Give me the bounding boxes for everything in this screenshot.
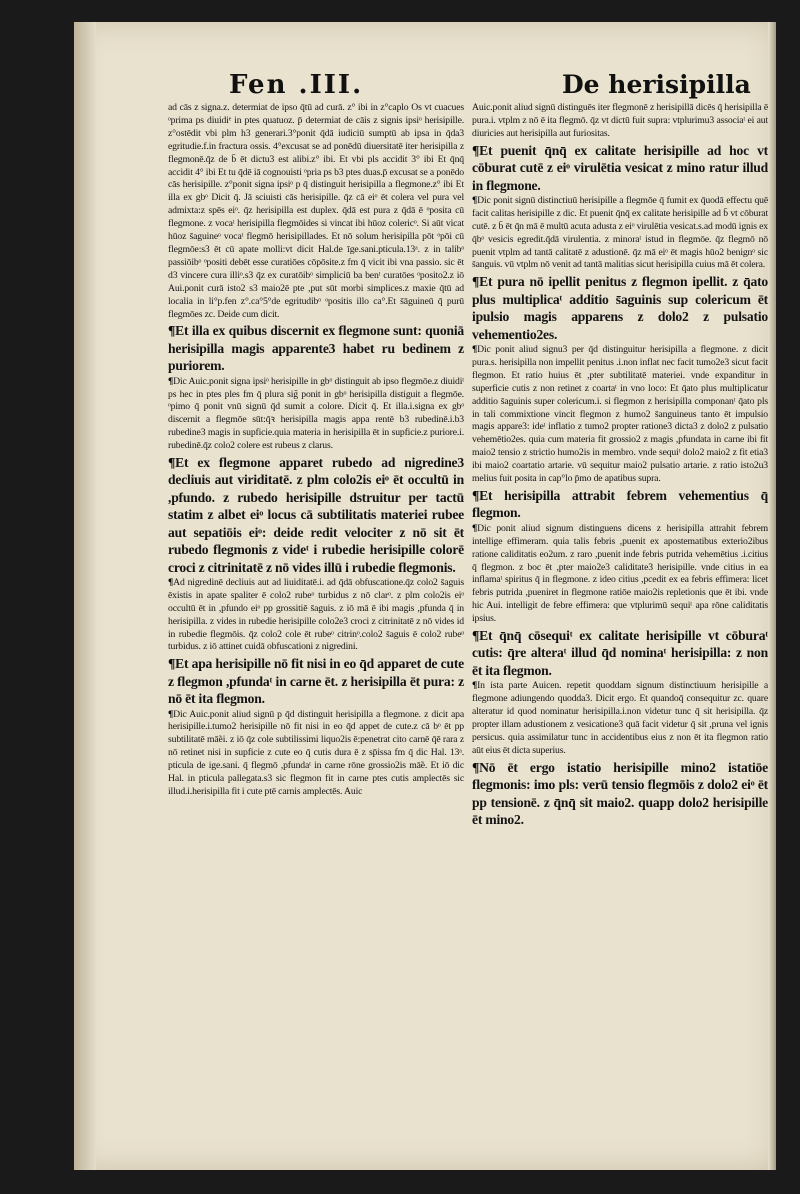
left-paragraph-7: ¶Dic Auic.ponit aliud signū p q̄d distinguit herisipilla a flegmone. z dicit apa herisipille.i.tumo2 herisipille nō fit nisi in eo q̄d appet de cute.z cā bᵒ ēt pp subtilitatē mā̃ei. z iō q̄z cole subtilissimi liquo2is ē:penetrat cito carnē q̄ē rara z nō retinet nisi in supficie z cute eo q̄ cutis dura ē z sp̄issa fm q̄ dic Hal. 13ᵃ. pticula de ige.sani. q̄ flegmō ,pfundaᵗ in carne rōne grossio2is mā̃e. Et iō dic Hal. in pticula pallegata.s3 sic flegmon fit in carne ptes cutis amplectēs sic illud.i.herisipilla fit i cute ptē carnis amplectēs. Auic [168, 708, 464, 797]
right-paragraph-10: ¶Nō ēt ergo istatio herisipille mino2 istatiōe flegmonis: imo pls: verū tensio flegmōis z dolo2 eiᵒ ēt pp tensionē. z q̄nq̄ sit maio2. quapp dolo2 herisipille ēt mino2. [472, 759, 768, 827]
paragraph-mark-icon: ¶ [168, 323, 176, 339]
paragraph-mark-icon: ¶ [472, 142, 480, 158]
paragraph-mark-icon: ¶ [472, 344, 478, 355]
right-paragraph-4: ¶Et pura nō ipellit penitus z flegmon ipellit. z q̄ato plus multiplicaᵗ additio s̄aguinis sup colericum ēt ipulsio magis apparens z dolo2 z pulsatio vehementio2es. [472, 274, 768, 342]
paragraph-mark-icon: ¶ [168, 656, 176, 672]
paragraph-mark-icon: ¶ [472, 522, 478, 534]
paragraph-mark-icon: ¶ [472, 680, 478, 692]
paragraph-mark-icon: ¶ [472, 487, 480, 503]
left-paragraph-1: ad cās z signa.z. determiat de ipso q̄tū ad curā. z° ibi in z°caplo Os vt cuacues ᵒprima ps diuidiᵉ in ptes quatuoz. p̄ determiat de cāis z signis ipsiᵒ herisipille. z°ostēdit vbi plm h3 generari.3°ponit q̄dā iudiciū sumptū ab ipsa in q̄da3 egritudie.f.in fractura ossis. 4°excusat se ad ponēdū diuersitatē iter herisipilla z flegmonē.q̄z de b̄ ēt dictu3 est alibi.z° ibi. Et vbi pls accidit 3° ibi Et q̄nq̄ accidit 4° ibi Et tu q̄dē iā cognouisti ᵒpria ps b3 ptes duas.p̄ excusat se a ponēdo cās herisipille. z°ponit signa ipsiᵒ p q̄ distinguit herisipilla a flegmone.z° ibi Et illa ex gbᵒ Dicit q̄. Jā sciuisti cās herisipille. q̄z cā eiᵒ ēt colera vel pura vel admixta:z spēs eiᵒ. q̄z herisipilla est duplex. q̄dā est pura z q̄dā ē ᵒposita cū flegmone. z vocaᵗ herisipilla flegmōides si vincat ibi hūoz colericᵒ. Si aūt vicat hūoz s̄aguineᵒ vocaᵗ flegmō herisipillades. Et nō solum herisipilla pōt ᵒpōi cū flegmōe:s3 ēt cū apate molli:vt dicit Hal.de īge.sani.pticula.13ᵃ. z in talibᵒ passiōibᵒ ᵒpositi debēt esse curatiōes cōpōsite.z fm q̄ vicit ibi vna passio. sic ēt d3 vincere cura illiᵒ.s3 q̄z ex curatōibᵒ simpliciū ba benᵗ curatōes ᵒposito2.z iō Aui.ponit curā isto2 s3 maio2ē pte ,put sūt morbi simplices.z maxie q̄tū ad localia in li°p.fen z°.ca°5°de egritudibᵒ ᵒpositis illo ca°.Et s̄āguineū q̄ purū flegmōes zc. Deide cum dicit. [168, 102, 464, 320]
paragraph-mark-icon: ¶ [472, 274, 480, 290]
right-paragraph-2: ¶Et puenit q̄nq̄ ex calitate herisipille ad hoc vt cōburat cutē z eiᵒ virulētia vesicat z mino ratur illud in flegmone. [472, 142, 768, 193]
page [74, 22, 776, 1170]
running-head-right: De herisipilla [562, 70, 751, 99]
right-paragraph-9: ¶In ista parte Auicen. repetit quoddam signum distinctiuum herisipille a flegmone adiungendo quodda3. Dicit ergo. Et quandoq̄ consequitur zc. quare alteratur id quod nominatur herisipilla.i.non videtur tunc q̄ sit herisipilla. q̄z propter illam adustionem z vesicatione3 quā facit videtur q̄ sit ,pruna vel ignis persicus. quia assimilatur tunc in accidentibus eius z non ēt ita flegmon ratio aūt eius ēt dicta superius. [472, 680, 768, 756]
right-paragraph-6: ¶Et herisipilla attrabit febrem vehementius q̄ flegmon. [472, 487, 768, 521]
paragraph-mark-icon: ¶ [472, 628, 480, 644]
paragraph-mark-icon: ¶ [168, 455, 176, 471]
paragraph-mark-icon: ¶ [168, 375, 174, 387]
right-paragraph-7: ¶Dic ponit aliud signum distinguens dicens z herisipilla attrahit febrem intellige effimeram. quia talis febris ,puenit ex apostematibus exterio2ibus ratione caliditatis eo2um. z raro ,puenit inde febris putrida vehemētius .i.citius q̄ flegmon. z boc ēt ,pter maio2e3 caliditate3 herisipille. vnde citius in ea inflamaᵗ spiritus q̄ in flegmone. z ideo citius ,pcedit ex ea febris effimera: licet febris putrida ,pueniret in flegmone ratiōe maio2is repletionis que ēt ibi. vnde hic Aui. intelligit de febre effimera: que vtplurimū sequiᵗ apa rōne caliditatis ipsius. [472, 522, 768, 625]
left-paragraph-5: ¶Ad nigredinē decliuis aut ad liuiditatē.i. ad q̄dā obfuscatione.q̄z colo2 s̄aguis ēxistis in apate spaliter ē colo2 rubeᵒ turbidus z nō clarᵒ. z plm colo2is eiᵒ occultū ēt in ,pfundo eiᵒ pp grossitiē s̄aguis. z iō mā ē ibi magis ,pfunda q̄ in herisipilla. z vides in rubedie herisipille colo2e3 croci z citrinitatē z nō vides id in rubedie flegmōis. q̄z colo2 cole ēt rubeᵒ citrinᵒ.colo2 s̄aguis ē colo2 rubeᵒ turbidus. z iō attinet cuidā obfuscationi z nigredini. [168, 576, 464, 653]
binding-gutter [74, 22, 96, 1170]
left-column [168, 102, 464, 799]
left-paragraph-2: ¶Et illa ex quibus discernit ex flegmone sunt: quoniā herisipilla magis apparente3 habet ru bedinem z puriorem. [168, 323, 464, 374]
page-edge [768, 22, 776, 1170]
right-paragraph-5: ¶Dic ponit aliud signu3 per q̄d distinguitur herisipilla a flegmone. z dicit pura.s. herisipilla non impellit penitus .i.non inflat nec facit tumo2e3 sicut facit flegmon. Et ratio huius ēt ,pter subtilitatē materiei. vnde expanditur in superficie cutis z non retinet z coartaᵗ in vno loco: Et q̄ato plus multiplicatur additio s̄aguinis super colericum.i. si flegmon z herisipilla componanᵗ q̄ato pls in tali commixtione vincit flegmon z humo2 s̄anguineus tanto ēt impulsio magis appare3: ideᵗ inflatio z tumo2 propter ratione3 dicta3 z dolo2 z pulsatio vehemētio2es. quia cum materia fit grossio2 z magis ,pfundata in carne ibi fit maio2 tensio z strictio humo2is in membro. vnde sequiᵗ dolo2 maio2 z fit etia3 ibi maio2 coartatio artarie. vū sequitur maio2 pulsatio artarie. z ratio isto2u3 melius fuit posita in cap°lo p̄mo de apatibus supra. [472, 344, 768, 485]
paragraph-mark-icon: ¶ [472, 759, 480, 775]
paragraph-mark-icon: ¶ [472, 194, 478, 206]
left-paragraph-4: ¶Et ex flegmone apparet rubedo ad nigredine3 decliuis aut viriditatē. z plm colo2is eiᵒ ēt occultū in ,pfundo. z rubedo herisipille dstruitur per tactū statim z albet eiᵒ locus cā subtilitatis materiei rubee aut sepatiōis eiᵒ: deide redit velociter z nō sit ēt rubedo flegmonis z videᵗ i rubedie herisipille colorē croci z citrinitatē z nō vides illū i rubedie flegmonis. [168, 455, 464, 575]
right-paragraph-3: ¶Dic ponit signū distinctiuū herisipille a flegmōe q̄ fumit ex q̄uodā effectu quē facit calitas herisipille z dic. Et puenit q̄nq̄ ex calitate herisipille ad b̄ vt cōburat cutē. z b̄ ēt q̄n mā ē multū acuta adusta z eiᵒ virulētia vesicat.s.ad modū ignis ex q̄bᵒ vesicis egredit.q̄dā virulentia. z minoraᵗ istud in flegmōe. q̄z flegmō nō puenit vtplm ad tantā calitatē z adustionē. q̄z mā eiᵒ ēt magis hūo2 benignᵒ sic s̄anguis. vū vtplm nō venit ad tantā malitias sicut herisipilla cuius mā ēt colera. [472, 194, 768, 271]
paragraph-mark-icon: ¶ [168, 576, 174, 588]
right-column [472, 102, 768, 828]
left-paragraph-6: ¶Et apa herisipille nō fit nisi in eo q̄d apparet de cute z flegmon ,pfundaᵗ in carne ēt. z herisipilla ēt pura: z nō ēt ita flegmon. [168, 656, 464, 707]
paragraph-mark-icon: ¶ [168, 708, 174, 720]
left-paragraph-3: ¶Dic Auic.ponit signa ipsiᵒ herisipille in gbᵒ distinguit ab ipso flegmōe.z diuidiᵗ ps hec in ptes ples fm q̄ plura sig̃ ponit in gbᵒ herisipilla distiguit a flegmōe. ᵒpimo q̄ ponit vnū signū q̄d sumit a colore. Dicit q̄. Et illa.i.signa ex gbᵒ discernit a flegmōe sūt:q̄ꝛ herisipilla magis appa rentē b3 rubedinē.i.b3 rubedine3 magis in supficie.quia materia in herisipilla ēt in supficie.z puriore.i. rubedinē.q̄z colo2 colere est rubeus z clarus. [168, 375, 464, 452]
right-paragraph-8: ¶Et q̄nq̄ cōsequiᵗ ex calitate herisipille vt cōburaᵗ cutis: q̄re alteraᵗ illud q̄d nominaᵗ herisipilla: z non ēt ita flegmon. [472, 628, 768, 678]
right-paragraph-1: Auic.ponit aliud signū distinguēs iter flegmonē z herisipillā dicēs q̄ herisipilla ē pura.i. vtplm z nō ē ita flegmō. q̄z vt dictū fuit supra: vtplurimu3 associaᵗ ei aut diuricies aut herisipilla aut furiositas. [472, 102, 768, 139]
running-head-left: Fen .III. [229, 70, 364, 100]
